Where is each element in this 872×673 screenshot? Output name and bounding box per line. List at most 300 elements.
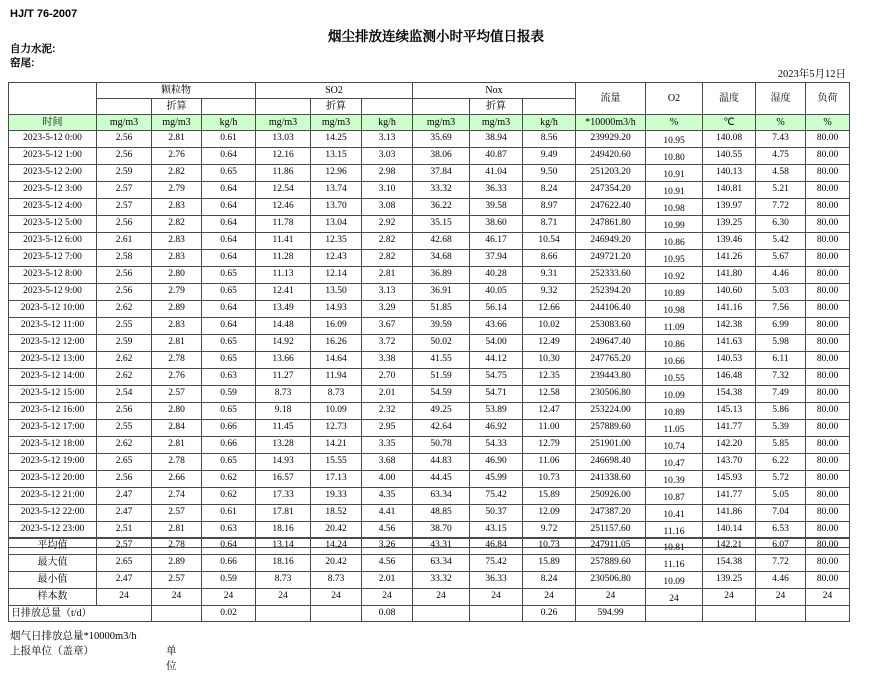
value-cell: 13.03 xyxy=(256,131,311,148)
value-cell: 2.89 xyxy=(152,301,202,318)
o2-header: O2 xyxy=(646,83,703,115)
daily-total-value xyxy=(152,606,202,622)
value-cell: 249647.40 xyxy=(576,335,646,352)
value-cell: 80.00 xyxy=(806,420,850,437)
nox-group-header: Nox xyxy=(413,83,576,99)
value-cell: 34.68 xyxy=(413,250,470,267)
value-cell: 11.41 xyxy=(256,233,311,250)
summary-value: 14.24 xyxy=(311,538,362,555)
value-cell: 40.28 xyxy=(470,267,523,284)
value-cell: 18.52 xyxy=(311,505,362,522)
value-cell: 2.84 xyxy=(152,420,202,437)
value-cell: 0.65 xyxy=(202,335,256,352)
table-row xyxy=(9,471,850,488)
value-cell: 2.79 xyxy=(152,182,202,199)
value-cell: 5.67 xyxy=(756,250,806,267)
daily-total-value xyxy=(470,606,523,622)
value-cell: 46.17 xyxy=(470,233,523,250)
value-cell: 37.84 xyxy=(413,165,470,182)
value-cell: 43.15 xyxy=(470,522,523,539)
time-cell: 2023-5-12 19:00 xyxy=(9,454,97,471)
value-cell: 2.56 xyxy=(97,471,152,488)
time-cell: 2023-5-12 8:00 xyxy=(9,267,97,284)
value-cell: 141.80 xyxy=(703,267,756,284)
value-cell: 80.00 xyxy=(806,318,850,335)
value-cell: 249420.60 xyxy=(576,148,646,165)
value-cell: 0.64 xyxy=(202,233,256,250)
daily-total-value xyxy=(413,606,470,622)
summary-value: 2.57 xyxy=(152,572,202,589)
table-row xyxy=(9,522,850,539)
summary-value: 2.65 xyxy=(97,555,152,572)
value-cell: 80.00 xyxy=(806,505,850,522)
time-cell: 2023-5-12 17:00 xyxy=(9,420,97,437)
value-cell: 13.15 xyxy=(311,148,362,165)
value-cell: 12.09 xyxy=(523,505,576,522)
value-cell: 2.74 xyxy=(152,488,202,505)
value-cell: 8.73 xyxy=(256,386,311,403)
table-row xyxy=(9,131,850,148)
unit-cell: kg/h xyxy=(362,115,413,131)
value-cell: 2.98 xyxy=(362,165,413,182)
value-cell: 13.74 xyxy=(311,182,362,199)
summary-value: 11.16 xyxy=(646,555,703,572)
value-cell: 141.77 xyxy=(703,488,756,505)
daily-total-value xyxy=(703,606,756,622)
value-cell: 8.66 xyxy=(523,250,576,267)
summary-value: 2.89 xyxy=(152,555,202,572)
summary-label: 最小值 xyxy=(9,572,97,589)
value-cell: 11.06 xyxy=(523,454,576,471)
value-cell: 2.80 xyxy=(152,403,202,420)
summary-value: 80.00 xyxy=(806,572,850,589)
value-cell: 9.72 xyxy=(523,522,576,539)
value-cell: 42.68 xyxy=(413,233,470,250)
value-cell: 17.13 xyxy=(311,471,362,488)
summary-value: 2.47 xyxy=(97,572,152,589)
value-cell: 5.72 xyxy=(756,471,806,488)
value-cell: 9.32 xyxy=(523,284,576,301)
value-cell: 2.56 xyxy=(97,267,152,284)
value-cell: 12.35 xyxy=(523,369,576,386)
value-cell: 7.72 xyxy=(756,199,806,216)
summary-value: 24 xyxy=(413,589,470,606)
time-cell: 2023-5-12 7:00 xyxy=(9,250,97,267)
value-cell: 14.93 xyxy=(256,454,311,471)
value-cell: 10.95 xyxy=(646,250,703,267)
value-cell: 14.64 xyxy=(311,352,362,369)
value-cell: 80.00 xyxy=(806,335,850,352)
value-cell: 14.93 xyxy=(311,301,362,318)
value-cell: 142.20 xyxy=(703,437,756,454)
unit-cell: % xyxy=(806,115,850,131)
time-cell: 2023-5-12 13:00 xyxy=(9,352,97,369)
value-cell: 10.41 xyxy=(646,505,703,522)
table-row xyxy=(9,488,850,505)
value-cell: 3.38 xyxy=(362,352,413,369)
value-cell: 80.00 xyxy=(806,131,850,148)
value-cell: 39.59 xyxy=(413,318,470,335)
value-cell: 12.46 xyxy=(256,199,311,216)
value-cell: 16.26 xyxy=(311,335,362,352)
value-cell: 44.12 xyxy=(470,352,523,369)
value-cell: 2.55 xyxy=(97,318,152,335)
value-cell: 2.82 xyxy=(362,233,413,250)
summary-value: 4.56 xyxy=(362,555,413,572)
value-cell: 10.73 xyxy=(523,471,576,488)
value-cell: 2.95 xyxy=(362,420,413,437)
value-cell: 2.55 xyxy=(97,420,152,437)
data-rows xyxy=(9,131,850,548)
summary-value: 24 xyxy=(703,589,756,606)
value-cell: 13.50 xyxy=(311,284,362,301)
unit-cell: % xyxy=(646,115,703,131)
time-cell: 2023-5-12 12:00 xyxy=(9,335,97,352)
unit-cell: mg/m3 xyxy=(256,115,311,131)
summary-value: 0.59 xyxy=(202,572,256,589)
value-cell: 2.01 xyxy=(362,386,413,403)
value-cell: 247765.20 xyxy=(576,352,646,369)
value-cell: 50.37 xyxy=(470,505,523,522)
value-cell: 0.64 xyxy=(202,216,256,233)
summary-value: 24 xyxy=(523,589,576,606)
value-cell: 12.73 xyxy=(311,420,362,437)
summary-value: 24 xyxy=(806,589,850,606)
flue-gas-total-note: 烟气日排放总量*10000m3/h xyxy=(10,631,137,642)
value-cell: 246949.20 xyxy=(576,233,646,250)
value-cell: 2.51 xyxy=(97,522,152,539)
value-cell: 11.28 xyxy=(256,250,311,267)
value-cell: 3.68 xyxy=(362,454,413,471)
summary-value: 154.38 xyxy=(703,555,756,572)
value-cell: 146.48 xyxy=(703,369,756,386)
daily-total-value xyxy=(756,606,806,622)
value-cell: 0.66 xyxy=(202,420,256,437)
reporting-unit-label: 上报单位（盖章） xyxy=(10,646,94,657)
summary-value: 24 xyxy=(362,589,413,606)
value-cell: 2.81 xyxy=(152,131,202,148)
value-cell: 2.79 xyxy=(152,284,202,301)
value-cell: 12.58 xyxy=(523,386,576,403)
time-cell: 2023-5-12 5:00 xyxy=(9,216,97,233)
value-cell: 10.98 xyxy=(646,199,703,216)
value-cell: 8.73 xyxy=(311,386,362,403)
value-cell: 8.24 xyxy=(523,182,576,199)
summary-value: 20.42 xyxy=(311,555,362,572)
value-cell: 0.61 xyxy=(202,131,256,148)
value-cell: 7.49 xyxy=(756,386,806,403)
daily-total-value xyxy=(256,606,311,622)
value-cell: 0.64 xyxy=(202,318,256,335)
summary-value: 257889.60 xyxy=(576,555,646,572)
daily-total-row xyxy=(9,606,850,622)
value-cell: 50.02 xyxy=(413,335,470,352)
value-cell: 10.39 xyxy=(646,471,703,488)
time-cell: 2023-5-12 2:00 xyxy=(9,165,97,182)
value-cell: 2.78 xyxy=(152,352,202,369)
value-cell: 54.75 xyxy=(470,369,523,386)
value-cell: 7.56 xyxy=(756,301,806,318)
value-cell: 241338.60 xyxy=(576,471,646,488)
summary-value: 2.01 xyxy=(362,572,413,589)
value-cell: 8.56 xyxy=(523,131,576,148)
unit-cell: ℃ xyxy=(703,115,756,131)
value-cell: 141.86 xyxy=(703,505,756,522)
value-cell: 2.81 xyxy=(362,267,413,284)
value-cell: 13.66 xyxy=(256,352,311,369)
value-cell: 0.65 xyxy=(202,267,256,284)
value-cell: 63.34 xyxy=(413,488,470,505)
time-cell: 2023-5-12 3:00 xyxy=(9,182,97,199)
value-cell: 10.95 xyxy=(646,131,703,148)
value-cell: 9.50 xyxy=(523,165,576,182)
page-title: 烟尘排放连续监测小时平均值日报表 xyxy=(328,29,544,44)
value-cell: 140.13 xyxy=(703,165,756,182)
value-cell: 5.42 xyxy=(756,233,806,250)
table-row xyxy=(9,148,850,165)
time-cell: 2023-5-12 6:00 xyxy=(9,233,97,250)
value-cell: 141.77 xyxy=(703,420,756,437)
value-cell: 3.13 xyxy=(362,131,413,148)
value-cell: 252333.60 xyxy=(576,267,646,284)
value-cell: 2.56 xyxy=(97,216,152,233)
value-cell: 10.66 xyxy=(646,352,703,369)
value-cell: 3.67 xyxy=(362,318,413,335)
value-cell: 14.25 xyxy=(311,131,362,148)
table-row xyxy=(9,420,850,437)
value-cell: 9.31 xyxy=(523,267,576,284)
table-row xyxy=(9,284,850,301)
value-cell: 139.97 xyxy=(703,199,756,216)
summary-value: 24 xyxy=(97,589,152,606)
value-cell: 38.94 xyxy=(470,131,523,148)
value-cell: 13.28 xyxy=(256,437,311,454)
value-cell: 247387.20 xyxy=(576,505,646,522)
time-cell: 2023-5-12 16:00 xyxy=(9,403,97,420)
value-cell: 13.04 xyxy=(311,216,362,233)
value-cell: 2.57 xyxy=(152,386,202,403)
value-cell: 2.56 xyxy=(97,284,152,301)
daily-total-value: 0.08 xyxy=(362,606,413,622)
summary-value: 230506.80 xyxy=(576,572,646,589)
value-cell: 10.30 xyxy=(523,352,576,369)
value-cell: 247622.40 xyxy=(576,199,646,216)
value-cell: 140.53 xyxy=(703,352,756,369)
value-cell: 2.61 xyxy=(97,233,152,250)
flow-header: 流量 xyxy=(576,83,646,115)
value-cell: 12.47 xyxy=(523,403,576,420)
value-cell: 40.05 xyxy=(470,284,523,301)
summary-value: 2.57 xyxy=(97,538,152,555)
value-cell: 12.16 xyxy=(256,148,311,165)
value-cell: 0.64 xyxy=(202,250,256,267)
value-cell: 16.09 xyxy=(311,318,362,335)
so2-converted-header: 折算 xyxy=(311,99,362,115)
summary-row xyxy=(9,572,850,589)
so2-group-header: SO2 xyxy=(256,83,413,99)
value-cell: 80.00 xyxy=(806,437,850,454)
value-cell: 3.29 xyxy=(362,301,413,318)
value-cell: 8.71 xyxy=(523,216,576,233)
value-cell: 2.78 xyxy=(152,454,202,471)
pm-converted-header: 折算 xyxy=(152,99,202,115)
time-cell: 2023-5-12 23:00 xyxy=(9,522,97,539)
value-cell: 250926.00 xyxy=(576,488,646,505)
value-cell: 6.11 xyxy=(756,352,806,369)
value-cell: 11.13 xyxy=(256,267,311,284)
value-cell: 54.00 xyxy=(470,335,523,352)
daily-total-value xyxy=(646,606,703,622)
value-cell: 2.32 xyxy=(362,403,413,420)
value-cell: 54.71 xyxy=(470,386,523,403)
value-cell: 10.47 xyxy=(646,454,703,471)
value-cell: 2.83 xyxy=(152,233,202,250)
temp-header: 温度 xyxy=(703,83,756,115)
summary-table xyxy=(8,537,850,622)
value-cell: 80.00 xyxy=(806,369,850,386)
summary-row xyxy=(9,555,850,572)
value-cell: 143.70 xyxy=(703,454,756,471)
value-cell: 51.85 xyxy=(413,301,470,318)
summary-value: 10.09 xyxy=(646,572,703,589)
value-cell: 80.00 xyxy=(806,233,850,250)
value-cell: 80.00 xyxy=(806,488,850,505)
value-cell: 0.63 xyxy=(202,369,256,386)
table-row xyxy=(9,301,850,318)
value-cell: 2.57 xyxy=(97,182,152,199)
value-cell: 50.78 xyxy=(413,437,470,454)
summary-value: 139.25 xyxy=(703,572,756,589)
daily-total-value: 0.26 xyxy=(523,606,576,622)
value-cell: 11.00 xyxy=(523,420,576,437)
value-cell: 0.61 xyxy=(202,505,256,522)
value-cell: 46.90 xyxy=(470,454,523,471)
value-cell: 4.46 xyxy=(756,267,806,284)
summary-label: 样本数 xyxy=(9,589,97,606)
value-cell: 3.08 xyxy=(362,199,413,216)
summary-value: 13.14 xyxy=(256,538,311,555)
value-cell: 4.56 xyxy=(362,522,413,539)
unit-label: 单位 xyxy=(166,646,177,672)
value-cell: 80.00 xyxy=(806,386,850,403)
value-cell: 10.86 xyxy=(646,335,703,352)
value-cell: 11.86 xyxy=(256,165,311,182)
summary-row xyxy=(9,589,850,606)
value-cell: 2.56 xyxy=(97,403,152,420)
value-cell: 3.03 xyxy=(362,148,413,165)
unit-cell: mg/m3 xyxy=(152,115,202,131)
value-cell: 5.05 xyxy=(756,488,806,505)
table-row xyxy=(9,216,850,233)
value-cell: 36.22 xyxy=(413,199,470,216)
time-cell: 2023-5-12 0:00 xyxy=(9,131,97,148)
value-cell: 2.76 xyxy=(152,369,202,386)
summary-value: 247911.05 xyxy=(576,538,646,555)
value-cell: 10.92 xyxy=(646,267,703,284)
value-cell: 10.91 xyxy=(646,165,703,182)
table-row xyxy=(9,318,850,335)
unit-cell: mg/m3 xyxy=(97,115,152,131)
summary-value: 46.84 xyxy=(470,538,523,555)
value-cell: 2.56 xyxy=(97,131,152,148)
table-row xyxy=(9,505,850,522)
value-cell: 51.59 xyxy=(413,369,470,386)
unit-cell: kg/h xyxy=(523,115,576,131)
value-cell: 11.78 xyxy=(256,216,311,233)
summary-value: 10.73 xyxy=(523,538,576,555)
value-cell: 5.98 xyxy=(756,335,806,352)
value-cell: 80.00 xyxy=(806,471,850,488)
value-cell: 249721.20 xyxy=(576,250,646,267)
value-cell: 80.00 xyxy=(806,403,850,420)
units-row xyxy=(9,115,850,131)
value-cell: 0.59 xyxy=(202,386,256,403)
summary-value: 24 xyxy=(311,589,362,606)
footer-line xyxy=(10,643,177,672)
value-cell: 80.00 xyxy=(806,250,850,267)
value-cell: 230506.80 xyxy=(576,386,646,403)
table-row xyxy=(9,267,850,284)
value-cell: 13.70 xyxy=(311,199,362,216)
nox-converted-header: 折算 xyxy=(470,99,523,115)
load-header: 负荷 xyxy=(806,83,850,115)
summary-value: 2.78 xyxy=(152,538,202,555)
value-cell: 2.62 xyxy=(97,369,152,386)
value-cell: 2.59 xyxy=(97,335,152,352)
daily-total-value xyxy=(311,606,362,622)
value-cell: 6.30 xyxy=(756,216,806,233)
summary-row xyxy=(9,538,850,555)
summary-value: 8.24 xyxy=(523,572,576,589)
value-cell: 12.54 xyxy=(256,182,311,199)
value-cell: 36.33 xyxy=(470,182,523,199)
summary-value: 4.46 xyxy=(756,572,806,589)
summary-value: 24 xyxy=(202,589,256,606)
value-cell: 5.86 xyxy=(756,403,806,420)
value-cell: 18.16 xyxy=(256,522,311,539)
table-row xyxy=(9,199,850,216)
value-cell: 20.42 xyxy=(311,522,362,539)
value-cell: 2.58 xyxy=(97,250,152,267)
value-cell: 36.89 xyxy=(413,267,470,284)
value-cell: 10.55 xyxy=(646,369,703,386)
value-cell: 12.66 xyxy=(523,301,576,318)
time-cell: 2023-5-12 4:00 xyxy=(9,199,97,216)
value-cell: 10.98 xyxy=(646,301,703,318)
value-cell: 0.64 xyxy=(202,148,256,165)
value-cell: 10.74 xyxy=(646,437,703,454)
value-cell: 5.21 xyxy=(756,182,806,199)
value-cell: 2.76 xyxy=(152,148,202,165)
value-cell: 14.48 xyxy=(256,318,311,335)
unit-cell: mg/m3 xyxy=(470,115,523,131)
value-cell: 2.81 xyxy=(152,437,202,454)
value-cell: 2.65 xyxy=(97,454,152,471)
header-group-row xyxy=(9,83,850,99)
value-cell: 10.80 xyxy=(646,148,703,165)
value-cell: 10.54 xyxy=(523,233,576,250)
value-cell: 141.16 xyxy=(703,301,756,318)
value-cell: 3.72 xyxy=(362,335,413,352)
value-cell: 2.47 xyxy=(97,505,152,522)
value-cell: 2.57 xyxy=(97,199,152,216)
daily-total-value: 594.99 xyxy=(576,606,646,622)
value-cell: 251901.00 xyxy=(576,437,646,454)
value-cell: 247354.20 xyxy=(576,182,646,199)
value-cell: 2.70 xyxy=(362,369,413,386)
value-cell: 11.45 xyxy=(256,420,311,437)
value-cell: 0.64 xyxy=(202,182,256,199)
